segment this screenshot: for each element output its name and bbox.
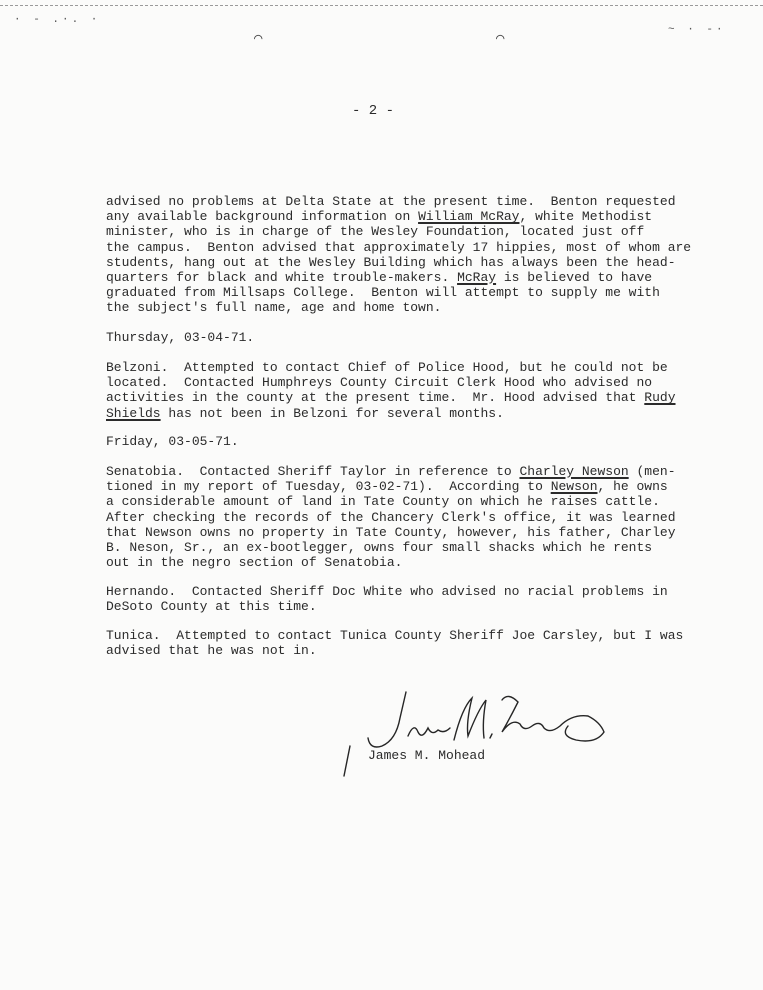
underlined-name: Charley Newson bbox=[519, 464, 629, 479]
text-line bbox=[106, 584, 668, 599]
text-line bbox=[106, 599, 317, 614]
text-line bbox=[106, 360, 668, 375]
text-run: After checking the records of the Chancery Clerk's office, it was learned bbox=[106, 509, 676, 525]
text-line bbox=[106, 494, 660, 509]
text-line bbox=[106, 390, 676, 405]
text-run: students, hang out at the Wesley Building which has always been the head- bbox=[106, 254, 676, 270]
handwritten-signature bbox=[338, 688, 618, 778]
text-line bbox=[106, 555, 402, 570]
text-line bbox=[106, 464, 676, 479]
text-run: graduated from Millsaps College. Benton will attempt to supply me with bbox=[106, 285, 660, 301]
text-run: tioned in my report of Tuesday, 03-02-71). According to bbox=[106, 479, 551, 495]
text-run: the campus. Benton advised that approximately 17 hippies, most of whom are bbox=[106, 239, 692, 255]
paragraph-belzoni bbox=[106, 360, 676, 421]
text-line bbox=[106, 406, 504, 421]
text-run: Friday, 03-05-71. bbox=[106, 434, 239, 449]
text-line bbox=[106, 375, 652, 390]
text-run: minister, who is in charge of the Wesley Foundation, located just off bbox=[106, 224, 645, 240]
text-line bbox=[106, 240, 691, 255]
text-line bbox=[106, 479, 668, 494]
text-run: Tunica. Attempted to contact Tunica County Sheriff Joe Carsley, but I was bbox=[106, 628, 684, 643]
punch-mark: ⌒ bbox=[496, 31, 505, 47]
text-run: activities in the county at the present time. Mr. Hood advised that bbox=[106, 390, 645, 406]
text-run: advised no problems at Delta State at the present time. Benton requested bbox=[106, 194, 676, 209]
date-thursday bbox=[106, 330, 666, 345]
text-run: Hernando. Contacted Sheriff Doc White who advised no racial problems in bbox=[106, 584, 668, 599]
text-run: located. Contacted Humphreys County Circuit Clerk Hood who advised no bbox=[106, 375, 653, 391]
text-run: DeSoto County at this time. bbox=[106, 599, 317, 615]
punch-mark: ⌒ bbox=[254, 31, 263, 47]
text-run: quarters for black and white trouble-makers. bbox=[106, 270, 458, 286]
scan-specks: ~ · -· bbox=[668, 24, 726, 36]
date-friday bbox=[106, 434, 666, 449]
text-line bbox=[106, 434, 239, 449]
page-number: - 2 - bbox=[352, 103, 395, 119]
text-line bbox=[106, 270, 652, 285]
paragraph-delta-state bbox=[106, 194, 692, 316]
text-line bbox=[106, 194, 676, 209]
text-line bbox=[106, 510, 676, 525]
text-run: that Newson owns no property in Tate County, however, his father, Charley bbox=[106, 524, 676, 540]
underlined-name: Rudy bbox=[644, 390, 676, 406]
paragraph-senatobia bbox=[106, 464, 676, 571]
text-line bbox=[106, 209, 652, 224]
text-line bbox=[106, 224, 644, 239]
typed-signature-name: James M. Mohead bbox=[368, 748, 486, 763]
text-run: out in the negro section of Senatobia. bbox=[106, 555, 403, 571]
text-line bbox=[106, 628, 683, 643]
underlined-name: Newson bbox=[550, 479, 598, 495]
paragraph-hernando bbox=[106, 584, 666, 614]
text-line bbox=[106, 300, 441, 315]
text-run: a considerable amount of land in Tate County on which he raises cattle. bbox=[106, 494, 660, 510]
text-run: advised that he was not in. bbox=[106, 643, 317, 659]
text-run: Belzoni. Attempted to contact Chief of Police Hood, but he could not be bbox=[106, 360, 668, 375]
text-line bbox=[106, 540, 652, 555]
scan-specks: · - .·. · bbox=[14, 14, 101, 26]
text-line bbox=[106, 330, 254, 345]
paragraph-tunica bbox=[106, 628, 684, 659]
text-run: has not been in Belzoni for several months. bbox=[160, 405, 504, 421]
text-run: , he owns bbox=[597, 479, 668, 495]
text-run: B. Neson, Sr., an ex-bootlegger, owns four small shacks which he rents bbox=[106, 540, 653, 556]
underlined-name: McRay bbox=[457, 270, 497, 286]
text-run: Thursday, 03-04-71. bbox=[106, 330, 255, 345]
underlined-name: Shields bbox=[106, 405, 161, 421]
page-top-edge bbox=[0, 5, 763, 6]
underlined-name: William McRay bbox=[418, 209, 520, 225]
text-run: any available background information on bbox=[106, 209, 419, 225]
text-line bbox=[106, 255, 676, 270]
text-run: Senatobia. Contacted Sheriff Taylor in reference to bbox=[106, 464, 520, 479]
text-line bbox=[106, 643, 317, 658]
text-line bbox=[106, 525, 676, 540]
text-run: (men- bbox=[628, 464, 676, 479]
text-run: , white Methodist bbox=[519, 209, 653, 225]
text-run: is believed to have bbox=[496, 270, 653, 286]
text-line bbox=[106, 285, 660, 300]
text-run: the subject's full name, age and home town. bbox=[106, 300, 442, 316]
